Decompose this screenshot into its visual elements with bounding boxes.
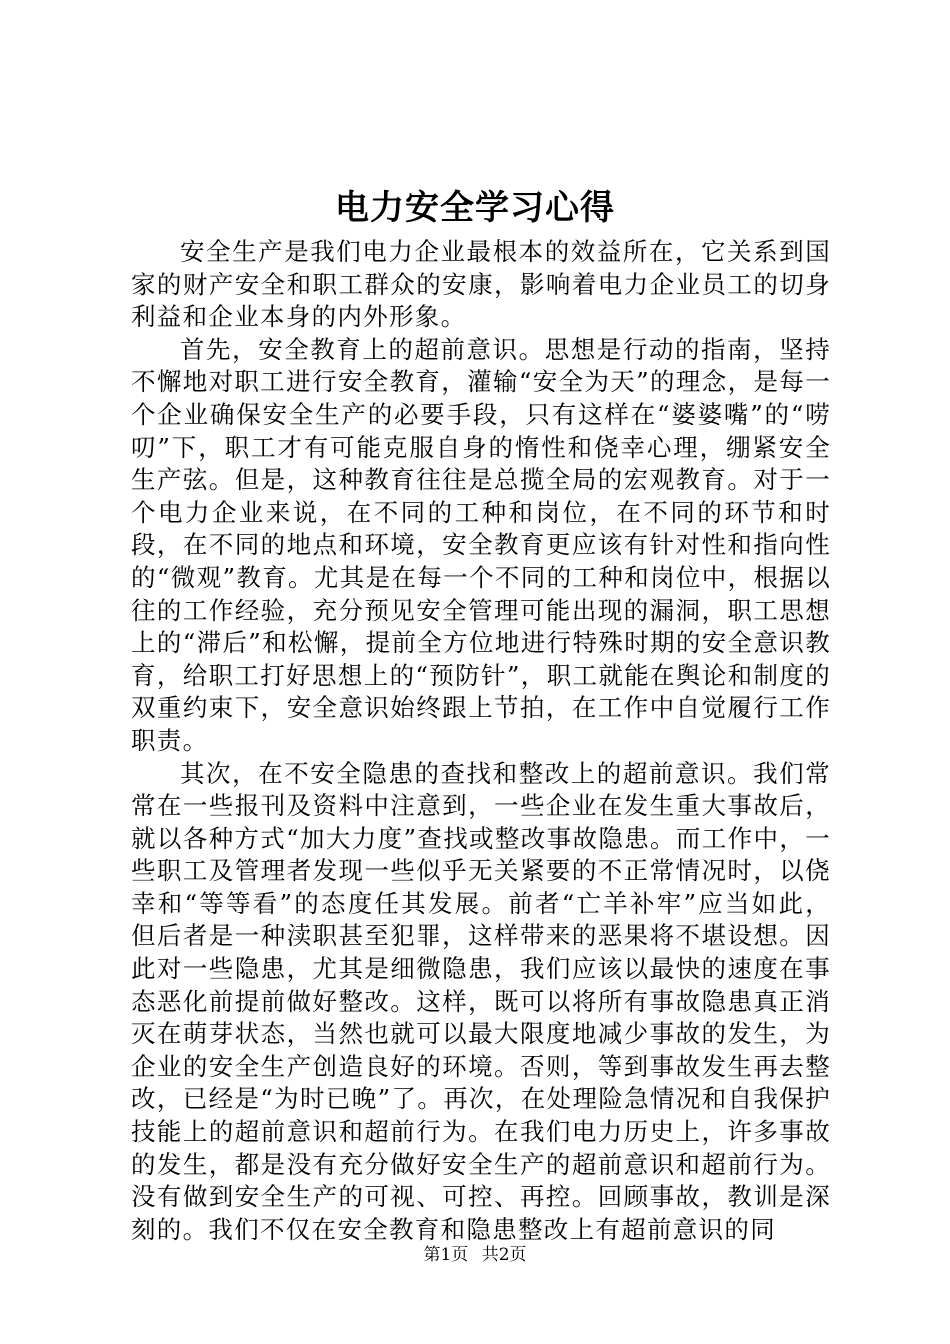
page-total: 共2页 [481, 1245, 527, 1265]
page-number: 第1页 [423, 1245, 469, 1265]
paragraph-first: 首先，安全教育上的超前意识。思想是行动的指南，坚持不懈地对职工进行安全教育，灌输“安全为天”的理念，是每一个企业确保安全生产的必要手段，只有这样在“婆婆嘴”的“唠叨”下，职工才有可能克服自身的惰性和侥幸心理，绷紧安全生产弦。但是，这种教育往往是总揽全局的宏观教育。对于一个电力企业来说，在不同的工种和岗位，在不同的环节和时段，在不同的地点和环境，安全教育更应该有针对性和指向性的“微观”教育。尤其是在每一个不同的工种和岗位中，根据以往的工作经验，充分预见安全管理可能出现的漏洞，职工思想上的“滞后”和松懈，提前全方位地进行特殊时期的安全意识教育，给职工打好思想上的“预防针”，职工就能在舆论和制度的双重约束下，安全意识始终跟上节拍，在工作中自觉履行工作职责。 [131, 334, 831, 755]
page-footer [0, 1244, 950, 1266]
document-body [131, 236, 831, 1246]
paragraph-second: 其次，在不安全隐患的查找和整改上的超前意识。我们常常在一些报刊及资料中注意到，一些企业在发生重大事故后，就以各种方式“加大力度”查找或整改事故隐患。而工作中，一些职工及管理者发现一些似乎无关紧要的不正常情况时，以侥幸和“等等看”的态度任其发展。前者“亡羊补牢”应当如此，但后者是一种渎职甚至犯罪，这样带来的恶果将不堪设想。因此对一些隐患，尤其是细微隐患，我们应该以最快的速度在事态恶化前提前做好整改。这样，既可以将所有事故隐患真正消灭在萌芽状态，当然也就可以最大限度地减少事故的发生，为企业的安全生产创造良好的环境。否则，等到事故发生再去整改，已经是“为时已晚”了。再次，在处理险急情况和自我保护技能上的超前意识和超前行为。在我们电力历史上，许多事故的发生，都是没有充分做好安全生产的超前意识和超前行为。没有做到安全生产的可视、可控、再控。回顾事故，教训是深刻的。我们不仅在安全教育和隐患整改上有超前意识的同 [131, 758, 831, 1244]
document-title: 电力安全学习心得 [335, 188, 615, 228]
paragraph-intro: 安全生产是我们电力企业最根本的效益所在，它关系到国家的财产安全和职工群众的安康，影响着电力企业员工的切身利益和企业本身的内外形象。 [131, 237, 831, 332]
